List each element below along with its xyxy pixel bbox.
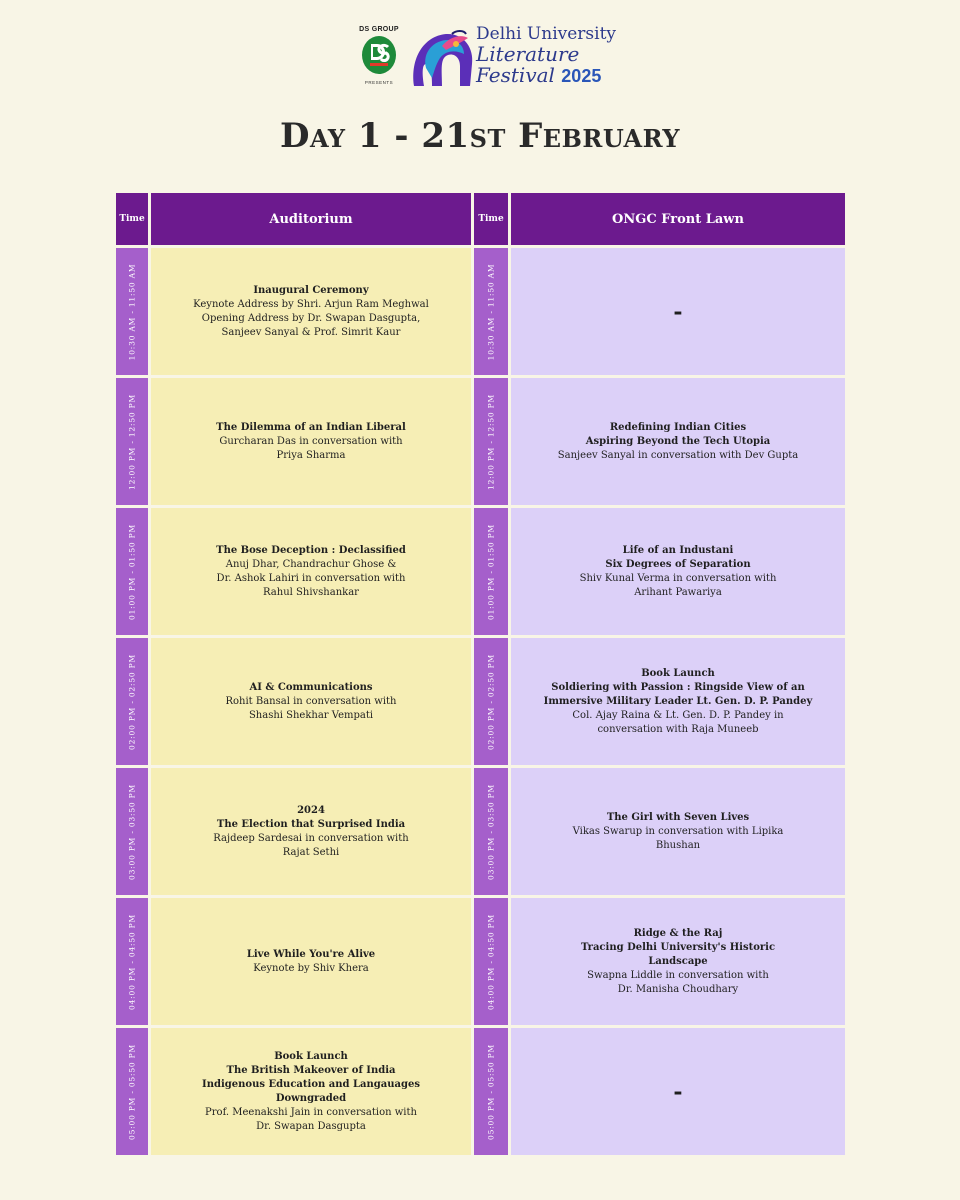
time-slot-label: 12:00 PM - 12:50 PM [127, 393, 137, 490]
time-slot-label: 05:00 PM - 05:50 PM [127, 1043, 137, 1140]
festival-elephant-logo-icon [406, 28, 476, 88]
festival-name-line1: Delhi University [476, 24, 617, 44]
time-slot-ongc [474, 508, 508, 635]
festival-name-line3 [476, 65, 616, 85]
time-slot-ongc [474, 378, 508, 505]
event-detail-line: Sanjeev Sanyal in conversation with Dev Gupta [557, 449, 799, 461]
auditorium-session [151, 1028, 471, 1155]
time-slot-label: 10:30 AM - 11:50 AM [127, 263, 137, 360]
event-title-line: The British Makeover of India [226, 1064, 396, 1076]
time-slot-label: 05:00 PM - 05:50 PM [486, 1043, 496, 1140]
ongc-session [511, 248, 845, 375]
event-detail-line: Keynote Address by Shri. Arjun Ram Meghwal [193, 298, 429, 310]
time-slot-label: 03:00 PM - 03:50 PM [486, 783, 496, 880]
event-title-line: Tracing Delhi University's Historic [580, 941, 776, 953]
event-detail-line: Priya Sharma [276, 449, 346, 461]
time-slot-auditorium [116, 898, 148, 1025]
event-detail-line: Rohit Bansal in conversation with [225, 695, 397, 707]
event-detail-line: Rahul Shivshankar [263, 586, 359, 598]
event-detail-line: Rajat Sethi [282, 846, 340, 858]
ongc-session [511, 378, 845, 505]
time-slot-label: 04:00 PM - 04:50 PM [486, 913, 496, 1010]
auditorium-session [151, 508, 471, 635]
time-slot-ongc [474, 638, 508, 765]
event-detail-line: Swapna Liddle in conversation with [587, 969, 769, 981]
event-title-line: Six Degrees of Separation [605, 558, 751, 570]
time-slot-label: 03:00 PM - 03:50 PM [127, 783, 137, 880]
ds-logo-icon [361, 35, 397, 75]
header-time-auditorium: Time [116, 193, 148, 245]
event-title-line: Immersive Military Leader Lt. Gen. D. P. Pandey [543, 695, 813, 707]
event-title-line: Aspiring Beyond the Tech Utopia [585, 435, 771, 447]
header-auditorium: Auditorium [151, 193, 471, 245]
event-detail-line: Keynote by Shiv Khera [253, 962, 369, 974]
event-detail-line: conversation with Raja Muneeb [597, 723, 759, 735]
ongc-session [511, 508, 845, 635]
auditorium-session [151, 378, 471, 505]
time-slot-label: 01:00 PM - 01:50 PM [127, 523, 137, 620]
time-slot-ongc [474, 768, 508, 895]
festival-name-line2: Literature [476, 42, 580, 66]
time-slot-auditorium [116, 638, 148, 765]
schedule-grid [116, 193, 844, 1155]
event-detail-line: Sanjeev Sanyal & Prof. Simrit Kaur [221, 326, 401, 338]
event-detail-line: Shashi Shekhar Vempati [248, 709, 374, 721]
event-title-line: Inaugural Ceremony [253, 284, 369, 296]
festival-year: 2025 [561, 66, 602, 86]
event-title-line: 2024 [297, 804, 325, 816]
time-slot-auditorium [116, 768, 148, 895]
festival-wordmark [476, 26, 616, 85]
time-slot-label: 01:00 PM - 01:50 PM [486, 523, 496, 620]
auditorium-session [151, 898, 471, 1025]
sponsor-presents: PRESENTS [364, 80, 394, 85]
ongc-session [511, 768, 845, 895]
time-slot-label: 12:00 PM - 12:50 PM [486, 393, 496, 490]
event-title-line: The Dilemma of an Indian Liberal [216, 421, 406, 433]
time-slot-auditorium [116, 508, 148, 635]
header-time-ongc: Time [474, 193, 508, 245]
event-title-line: The Bose Deception : Declassified [216, 544, 406, 556]
event-title-line: AI & Communications [249, 681, 373, 693]
event-detail-line: Bhushan [655, 839, 701, 851]
event-title-line: Indigenous Education and Langauages Downgraded [202, 1078, 420, 1104]
event-detail-line: Dr. Manisha Choudhary [617, 983, 739, 995]
time-slot-ongc [474, 1028, 508, 1155]
event-detail-line: Dr. Ashok Lahiri in conversation with [216, 572, 406, 584]
auditorium-session [151, 768, 471, 895]
time-slot-label: 02:00 PM - 02:50 PM [486, 653, 496, 750]
page-title: Day 1 - 21st February [280, 116, 680, 156]
time-slot-auditorium [116, 248, 148, 375]
event-title-line: The Girl with Seven Lives [606, 811, 750, 823]
ongc-session [511, 638, 845, 765]
event-detail-line: Opening Address by Dr. Swapan Dasgupta, [201, 312, 421, 324]
event-title-line: Soldiering with Passion : Ringside View of an [551, 681, 805, 693]
event-detail-line: Col. Ajay Raina & Lt. Gen. D. P. Pandey in [572, 709, 784, 721]
event-title-line: Book Launch [274, 1050, 348, 1062]
event-detail-line: Dr. Swapan Dasgupta [256, 1120, 366, 1132]
ongc-session [511, 898, 845, 1025]
sponsor-name: DS GROUP [359, 26, 399, 33]
event-title-line: Landscape [648, 955, 708, 967]
time-slot-ongc [474, 898, 508, 1025]
time-slot-label: 02:00 PM - 02:50 PM [127, 653, 137, 750]
no-event-dash: - [673, 1078, 683, 1105]
ds-group-logo [356, 26, 402, 88]
event-title-line: Book Launch [641, 667, 715, 679]
time-slot-label: 10:30 AM - 11:50 AM [486, 263, 496, 360]
header [0, 22, 960, 88]
auditorium-session [151, 248, 471, 375]
event-detail-line: Anuj Dhar, Chandrachur Ghose & [225, 558, 397, 570]
auditorium-session [151, 638, 471, 765]
event-detail-line: Arihant Pawariya [634, 586, 722, 598]
festival-name-word: Festival [476, 63, 555, 87]
event-detail-line: Gurcharan Das in conversation with [219, 435, 403, 447]
event-detail-line: Rajdeep Sardesai in conversation with [213, 832, 409, 844]
event-title-line: Life of an Industani [622, 544, 734, 556]
time-slot-auditorium [116, 378, 148, 505]
event-title-line: Redefining Indian Cities [609, 421, 747, 433]
event-title-line: The Election that Surprised India [216, 818, 406, 830]
ongc-session [511, 1028, 845, 1155]
event-title-line: Live While You're Alive [246, 948, 376, 960]
time-slot-auditorium [116, 1028, 148, 1155]
event-detail-line: Shiv Kunal Verma in conversation with [579, 572, 777, 584]
event-detail-line: Prof. Meenakshi Jain in conversation with [205, 1106, 417, 1118]
event-detail-line: Vikas Swarup in conversation with Lipika [572, 825, 784, 837]
time-slot-label: 04:00 PM - 04:50 PM [127, 913, 137, 1010]
time-slot-ongc [474, 248, 508, 375]
event-title-line: Ridge & the Raj [633, 927, 723, 939]
header-ongc-front-lawn: ONGC Front Lawn [511, 193, 845, 245]
no-event-dash: - [673, 298, 683, 325]
